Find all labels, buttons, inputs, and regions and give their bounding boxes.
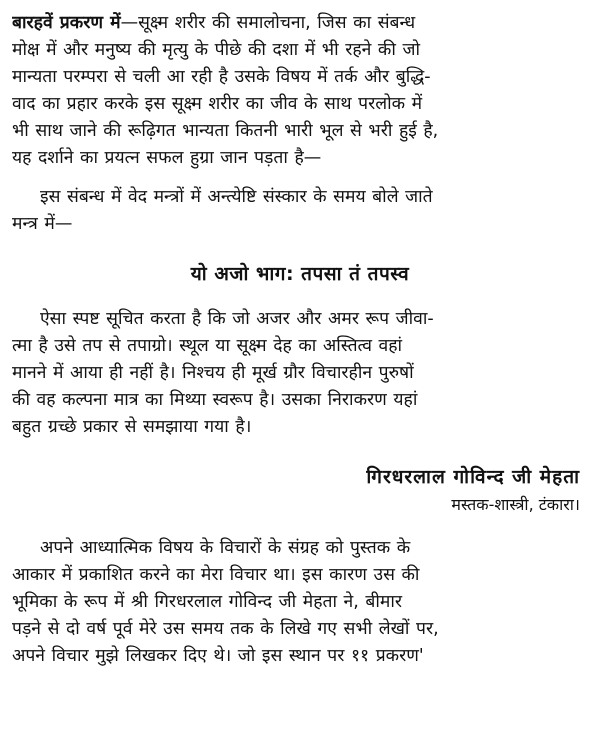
- mantra-verse: यो अजो भाग: तपसा तं तपस्व: [190, 263, 410, 285]
- paragraph-line: पड़ने से दो वर्ष पूर्व मेरे उस समय तक के लिखे गए सभी लेखों पर,: [12, 619, 439, 639]
- chapter-lead: बारहवें प्रकरण में: [12, 13, 121, 33]
- paragraph-line: वाद का प्रहार करके इस सूक्ष्म शरीर का जीव के साथ परलोक में: [12, 94, 423, 114]
- author-signature: गिरधरलाल गोविन्द जी मेहता: [366, 466, 580, 488]
- paragraph-line: भूमिका के रूप में श्री गिरधरलाल गोविन्द जी मेहता ने, बीमार: [12, 592, 403, 612]
- paragraph-line: अपने विचार मुझे लिखकर दिए थे। जो इस स्थान पर ११ प्रकरण': [12, 646, 424, 666]
- paragraph-chapter-twelve: [12, 10, 588, 172]
- paragraph-author-note: [12, 535, 588, 670]
- paragraph-line: मन्त्र में—: [12, 214, 73, 234]
- paragraph-line: मानने में आया ही नहीं है। निश्चय ही मूर्ख ग्रौर विचारहीन पुरुषों: [12, 363, 414, 383]
- paragraph-vedic-reference: [12, 184, 588, 238]
- paragraph-line: अपने आध्यात्मिक विषय के विचारों के संग्रह को पुस्तक के: [40, 538, 411, 558]
- paragraph-line: मोक्ष में और मनुष्य की मृत्यु के पीछे की दशा में भी रहने की जो: [12, 40, 420, 60]
- paragraph-line: ऐसा स्पष्ट सूचित करता है कि जो अजर और अमर रूप जीवा-: [40, 309, 434, 329]
- paragraph-line: इस संबन्ध में वेद मन्त्रों में अन्त्येष्टि संस्कार के समय बोले जाते: [40, 187, 433, 207]
- paragraph-line: भी साथ जाने की रूढ़िगत भान्यता कितनी भारी भूल से भरी हुई है,: [12, 121, 439, 141]
- paragraph-line: बहुत ग्रच्छे प्रकार से समझाया गया है।: [12, 417, 252, 437]
- paragraph-explanation: [12, 306, 588, 441]
- paragraph-line: मान्यता परम्परा से चली आ रही है उसके विषय में तर्क और बुद्धि-: [12, 67, 431, 87]
- paragraph-line: यह दर्शाने का प्रयत्न सफल हुग्रा जान पड़ता है—: [12, 148, 322, 168]
- paragraph-line: त्मा है उसे तप से तपाग्रो। स्थूल या सूक्ष्म देह का अस्तित्व वहां: [12, 336, 403, 356]
- paragraph-line: आकार में प्रकाशित करने का मेरा विचार था। इस कारण उस की: [12, 565, 420, 585]
- paragraph-line: की वह कल्पना मात्र का मिथ्या स्वरूप है। उसका निराकरण यहां: [12, 390, 418, 410]
- paragraph-line: बारहवें प्रकरण में—सूक्ष्म शरीर की समालोचना, जिस का संबन्ध: [12, 13, 416, 33]
- author-designation: मस्तक-शास्त्री, टंकारा।: [451, 495, 580, 514]
